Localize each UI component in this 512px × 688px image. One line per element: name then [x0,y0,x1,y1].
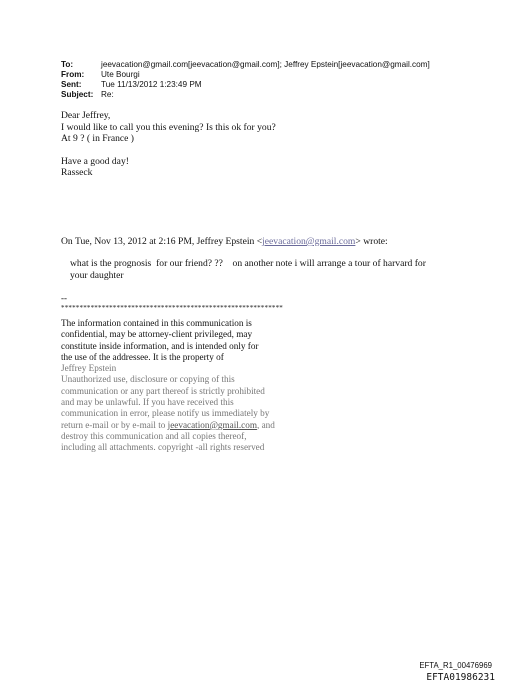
reply-intro-prefix: On Tue, Nov 13, 2012 at 2:16 PM, Jeffrey Epstein < [61,236,263,247]
reply-intro [61,236,388,248]
star-separator: ************************************************************ [61,304,283,312]
reply-email-link[interactable]: jeevacation@gmail.com [262,236,356,247]
sent-label: Sent: [61,80,82,89]
message-line-2: At 9 ? ( in France ) [61,133,134,145]
email-header [61,60,430,100]
signature: Rasseck [61,167,93,179]
from-row [61,70,430,80]
to-row [61,60,430,70]
bates-number-2: EFTA01986231 [426,672,495,683]
disclaimer-line: Jeffrey Epstein [61,363,117,374]
from-label: From: [61,70,85,79]
disclaimer-line: return e-mail or by e-mail to [61,419,168,430]
from-value: Ute Bourgi [101,70,140,79]
subject-label: Subject: [61,90,94,99]
sent-value: Tue 11/13/2012 1:23:49 PM [101,80,202,89]
disclaimer [61,318,301,454]
subject-value: Re: [101,90,114,99]
disclaimer-line: The information contained in this communication is [61,318,252,328]
disclaimer-email-link[interactable]: jeevacation@gmail.com [167,419,257,430]
subject-row [61,90,430,100]
quote-line-2: your daughter [70,269,124,281]
closing: Have a good day! [61,155,129,167]
disclaimer-line: communication or any part thereof is strictly prohibited [61,385,265,396]
signature-dashes: -- [61,293,67,303]
bates-number-1: EFTA_R1_00476969 [419,661,492,670]
disclaimer-line: destroy this communication and all copies thereof, [61,430,247,441]
message-line-1: I would like to call you this evening? Is this ok for you? [61,121,276,133]
disclaimer-line: the use of the addressee. It is the property of [61,351,224,362]
disclaimer-line: confidential, may be attorney-client privileged, may [61,329,253,340]
reply-intro-suffix: > wrote: [355,236,388,247]
sent-row [61,80,430,90]
disclaimer-line: constitute inside information, and is intended only for [61,340,259,351]
disclaimer-line: and may be unlawful. If you have received this [61,397,234,408]
disclaimer-line: including all attachments. copyright -all rights reserved [61,442,265,453]
greeting: Dear Jeffrey, [61,110,111,121]
to-label: To: [61,60,74,69]
disclaimer-line: , and [256,419,275,430]
disclaimer-line: Unauthorized use, disclosure or copying of this [61,374,235,385]
quoted-message [70,258,450,281]
to-value: jeevacation@gmail.com[jeevacation@gmail.com]; Jeffrey Epstein[jeevacation@gmail.com] [101,60,430,69]
message-body [61,110,276,179]
quote-line-1: what is the prognosis for our friend? ?? on another note i will arrange a tour of harvard for [70,258,426,269]
disclaimer-line: communication in error, please notify us immediately by [61,408,270,419]
